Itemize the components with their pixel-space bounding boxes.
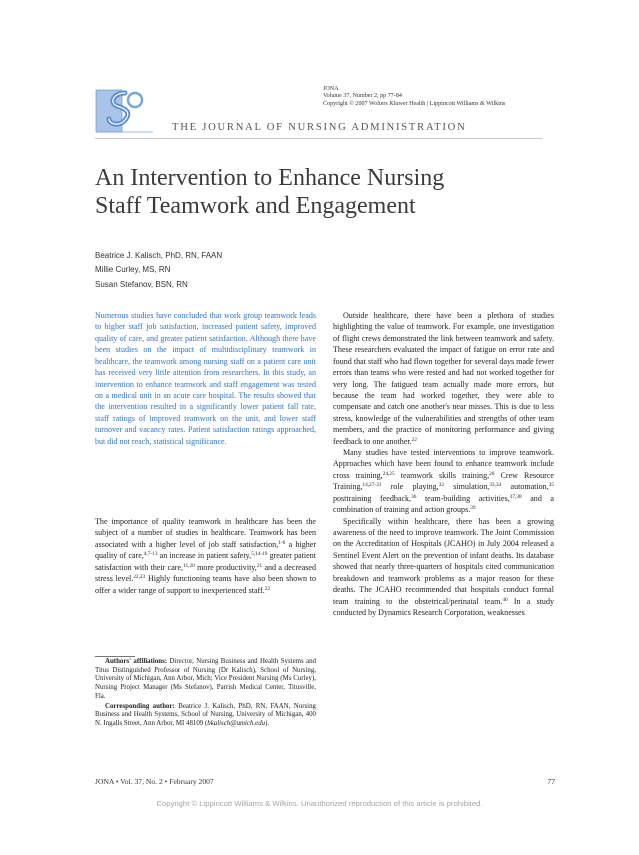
footer-citation: JONA • Vol. 37, No. 2 • February 2007 (95, 777, 214, 786)
intro-paragraph: The importance of quality teamwork in healthcare has been the subject of a number of studies in healthcare. Teamwork has been associated with a higher level of job staff satisfaction,$^{1-6}$ a higher quality of care,$^{4,7-13}$ an increase in patient safety,$^{5,14-19}$ greater patient satisfaction with their care,$^{11,20}$ more productivity,$^{21}$ and a decreased stress level.$^{22,23}$ Highly functioning teams have also been shown to offer a wider range of support to inexperienced staff.$^{22}$ (95, 517, 316, 595)
authors-affiliations: Authors' affiliations: Director, Nursing Business and Health Systems and Titus Distinguished Professor of Nursing (Dr Kalisch), School of Nursing, University of Michigan, Ann Arbor, Mich; Vice President Nursing (Ms Curley), Nursing Project Manager (Ms Stefanov), Parrish Medical Center, Titusville, Fla. (95, 658, 316, 700)
author: Beatrice J. Kalisch, PhD, RN, FAAN (95, 251, 223, 260)
article-title-line-1: An Intervention to Enhance Nursing (95, 165, 445, 191)
intro-section (95, 516, 316, 596)
citation: 26 (489, 470, 495, 477)
article-title-line-2: Staff Teamwork and Engagement (95, 193, 416, 219)
author-list (95, 249, 355, 292)
citation: 22,23 (133, 573, 146, 580)
journal-logo-icon (95, 86, 155, 134)
citation: 33,34 (489, 482, 502, 489)
affiliations (95, 658, 316, 729)
copyright-notice: Copyright © Lippincott Williams & Wilkins. Unauthorized reproduction of this article is prohibited. (156, 799, 483, 808)
body-paragraph: Outside healthcare, there have been a plethora of studies highlighting the value of teamwork. For example, one investigation of flight crews demonstrated the link between teamwork and safety. These researchers evaluated the impact of fatigue on error rate and found that staff who had flown together for several days made fewer errors than teams who were rested and had not worked together for very long. The fatigued team actually made more errors, but because the team had worked together, they were able to compensate and catch one another's near misses. This is due to less stress, knowledge of the vulnerabilities and strengths of other team members, and the practice of monitoring performance and giving feedback to one another.$^{22}$ (333, 311, 554, 446)
header-rule (95, 138, 542, 139)
author-email: bkalisch@umich.edu (207, 719, 266, 727)
citation: 11,20 (183, 562, 195, 569)
citation: 32 (438, 482, 444, 489)
citation: 24,25 (382, 470, 395, 477)
journal-meta (323, 86, 563, 108)
copyright-info: Copyright © 2007 Wolters Kluwer Health | Lippincott Williams & Wilkins (323, 100, 506, 107)
abstract (95, 310, 316, 447)
body-paragraph: Specifically within healthcare, there has been a growing awareness of the need to improve teamwork. The Joint Commission on the Accreditation of Hospitals (JCAHO) in July 2004 released a Sentinel Event Alert on the prevention of infant deaths. Its database showed that nearly three-quarters of hospitals cited communication breakdown and teamwork problems as a major reason for these deaths. The JCAHO recommended that hospitals conduct formal team training to the obstetrical/perinatal team.$^{40}$ In a study conducted by Dynamics Research Corporation, weaknesses (333, 516, 554, 617)
citation: 35 (548, 482, 555, 489)
author: Millie Curley, MS, RN (95, 265, 171, 275)
abstract-text: Numerous studies have concluded that work group teamwork leads to higher staff job satisfaction, increased patient safety, improved quality of care, and greater patient satisfaction. Although there have been studies on the impact of multidisciplinary teamwork in healthcare, the teamwork among nursing staff on a patient care unit has received very little attention from researchers. In this study, an intervention to enhance teamwork and staff engagement was tested on a medical unit in an acute care hospital. The results showed that the intervention resulted in a significantly lower patient fall rate, staff ratings of improved teamwork on the unit, and lower staff turnover and vacancy rates. Patient satisfaction ratings approached, but did not reach, statistical significance. (95, 311, 316, 446)
citation: 4,7-13 (143, 551, 158, 558)
journal-title: THE JOURNAL OF NURSING ADMINISTRATION (172, 122, 467, 133)
corresponding-author: Corresponding author: Beatrice J. Kalisch, PhD, RN, FAAN, Nursing Business and Health Systems, School of Nursing, University of Michigan, 400 N. Ingalls Street, Ann Arbor, MI 48109 (bkalisch@umich.edu). (95, 702, 316, 727)
volume-info: Volume 37, Number 2, pp 77-84 (323, 93, 402, 100)
article-title (95, 164, 555, 220)
body-right-column (333, 310, 554, 618)
author: Susan Stefanov, BSN, RN (95, 279, 188, 289)
citation: 22 (264, 585, 271, 592)
page-number: 77 (547, 777, 555, 786)
citation: 22 (411, 436, 417, 443)
footnote-rule (95, 656, 135, 657)
citation: 39 (470, 504, 476, 511)
citation: 40 (502, 596, 508, 603)
body-paragraph: Many studies have tested interventions to improve teamwork. Approaches which have been found to enhance teamwork include cross training,$^{24,25}$ teamwork skills training,$^{26}$ Crew Resource Training,$^{14,27-31}$ role playing,$^{32}$ simulation,$^{33,34}$ automation,$^{35}$ posttraining feedback,$^{36}$ team-building activities,$^{37,38}$ and a combination of training and action groups.$^{39}$ (333, 448, 555, 515)
citation: 14,27-31 (362, 482, 382, 489)
citation: 36 (411, 493, 417, 500)
citation: 1-6 (278, 539, 286, 546)
citation: 21 (256, 562, 263, 569)
journal-abbrev: JONA (323, 86, 339, 92)
citation: 5,14-19 (251, 551, 268, 558)
citation: 37,38 (509, 493, 522, 500)
